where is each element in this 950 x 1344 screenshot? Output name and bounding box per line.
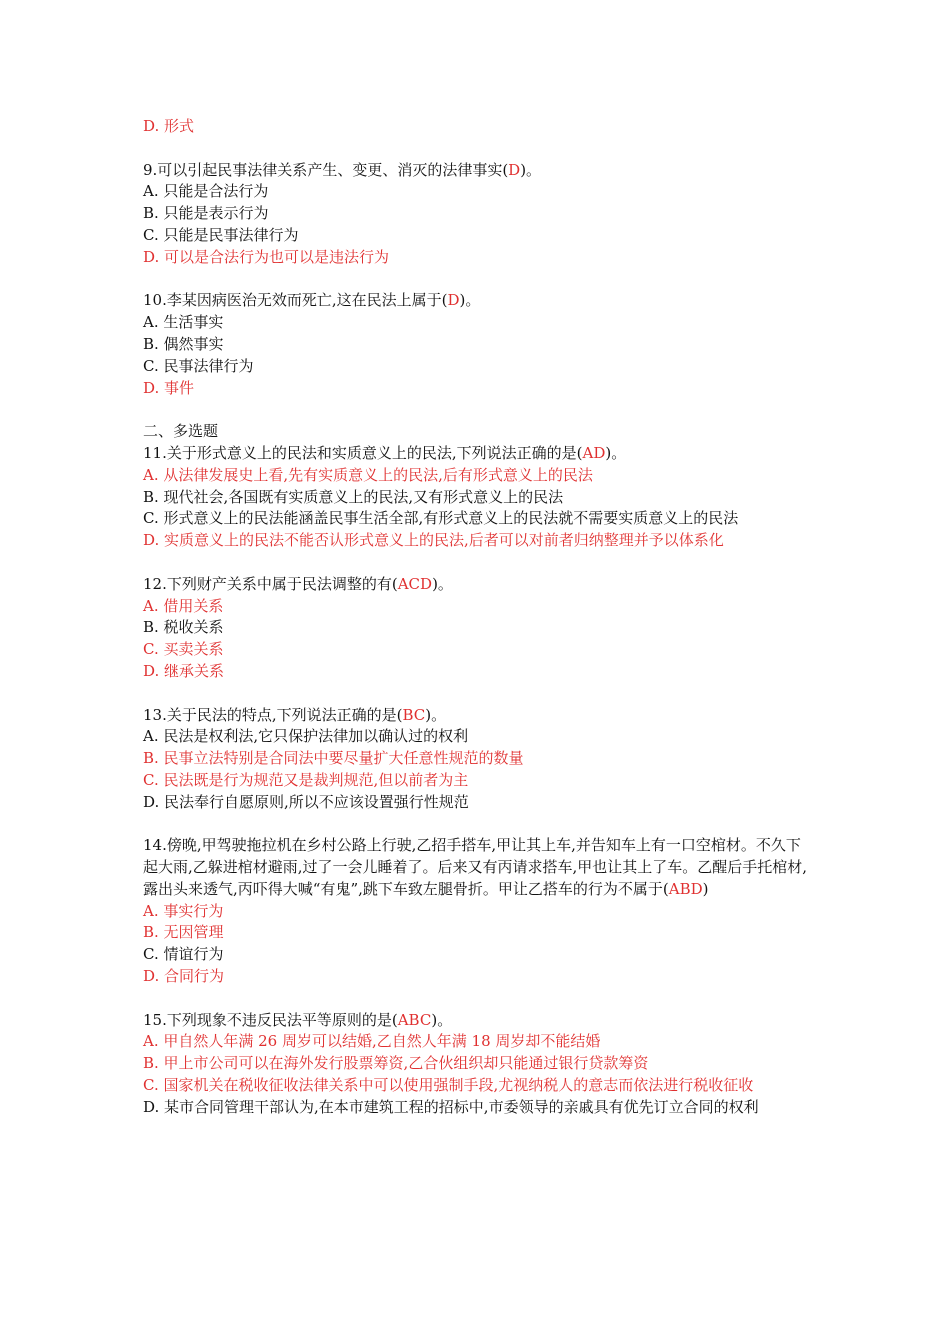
option-a: A. 民法是权利法,它只保护法律加以确认过的权利 — [143, 727, 469, 746]
option-d: D. 事件 — [143, 378, 195, 397]
option-c: C. 形式意义上的民法能涵盖民事生活全部,有形式意义上的民法就不需要实质意义上的民法 — [143, 509, 739, 528]
option-b: B. 甲上市公司可以在海外发行股票筹资,乙合伙组织却只能通过银行贷款筹资 — [143, 1054, 649, 1073]
option-b: B. 只能是表示行为 — [143, 204, 269, 223]
answer-key: D — [447, 291, 460, 310]
option-d: D. 继承关系 — [143, 661, 225, 680]
question-stem: 13.关于民法的特点,下列说法正确的是(BC)。 — [143, 705, 447, 724]
question-stem: 10.李某因病医治无效而死亡,这在民法上属于(D)。 — [143, 291, 481, 310]
option-a: A. 生活事实 — [143, 313, 224, 332]
question-stem: 9.可以引起民事法律关系产生、变更、消灭的法律事实(D)。 — [143, 160, 542, 179]
option-b: B. 偶然事实 — [143, 334, 224, 353]
spacer — [143, 988, 815, 1010]
option-b: B. 无因管理 — [143, 923, 224, 942]
option-a: A. 从法律发展史上看,先有实质意义上的民法,后有形式意义上的民法 — [143, 465, 593, 484]
option-c: C. 民法既是行为规范又是裁判规范,但以前者为主 — [143, 770, 469, 789]
option-d: D. 某市合同管理干部认为,在本市建筑工程的招标中,市委领导的亲戚具有优先订立合同的权利 — [143, 1097, 759, 1116]
question-stem: 11.关于形式意义上的民法和实质意义上的民法,下列说法正确的是(AD)。 — [143, 443, 627, 462]
option-a: A. 只能是合法行为 — [143, 182, 269, 201]
option-b: B. 税收关系 — [143, 618, 224, 637]
option-d: D. 实质意义上的民法不能否认形式意义上的民法,后者可以对前者归纳整理并予以体系化 — [143, 531, 724, 550]
option-c: C. 民事法律行为 — [143, 356, 254, 375]
option-c: C. 买卖关系 — [143, 640, 224, 659]
option-a: A. 甲自然人年满 26 周岁可以结婚,乙自然人年满 18 周岁却不能结婚 — [143, 1032, 601, 1051]
option-d: D. 民法奉行自愿原则,所以不应该设置强行性规范 — [143, 792, 469, 811]
option-c: C. 情谊行为 — [143, 945, 224, 964]
option-b: B. 现代社会,各国既有实质意义上的民法,又有形式意义上的民法 — [143, 487, 564, 506]
option-d: D. 合同行为 — [143, 967, 225, 986]
answer-key: ACD — [397, 574, 433, 593]
spacer — [143, 683, 815, 705]
answer-key: ABC — [397, 1010, 432, 1029]
question-stem: 12.下列财产关系中属于民法调整的有(ACD)。 — [143, 574, 453, 593]
spacer — [143, 138, 815, 160]
option-c: C. 只能是民事法律行为 — [143, 225, 299, 244]
answer-key: D — [508, 160, 521, 179]
spacer — [143, 814, 815, 836]
option-a: A. 事实行为 — [143, 901, 224, 920]
prev-question-option-d: D. 形式 — [143, 117, 195, 135]
spacer — [143, 269, 815, 291]
section-title: 二、多选题 — [143, 422, 219, 441]
answer-key: AD — [582, 443, 606, 462]
option-d: D. 可以是合法行为也可以是违法行为 — [143, 247, 390, 266]
question-stem: 14.傍晚,甲驾驶拖拉机在乡村公路上行驶,乙招手搭车,甲让其上车,并告知车上有一口空棺材。不久下起大雨,乙躲进棺材避雨,过了一会儿睡着了。后来又有丙请求搭车,甲也让其上了车。乙醒后手托棺材,露出头来透气,丙吓得大喊“有鬼”,跳下车致左腿骨折。甲让乙搭车的行为不属于(ABD) — [143, 836, 808, 898]
option-c: C. 国家机关在税收征收法律关系中可以使用强制手段,尤视纳税人的意志而依法进行税收征收 — [143, 1076, 754, 1095]
document-body — [143, 116, 815, 1119]
option-b: B. 民事立法特别是合同法中要尽量扩大任意性规范的数量 — [143, 749, 524, 768]
option-a: A. 借用关系 — [143, 596, 224, 615]
question-stem: 15.下列现象不违反民法平等原则的是(ABC)。 — [143, 1010, 453, 1029]
answer-key: BC — [402, 705, 426, 724]
spacer — [143, 399, 815, 421]
spacer — [143, 552, 815, 574]
answer-key: ABD — [668, 879, 703, 898]
